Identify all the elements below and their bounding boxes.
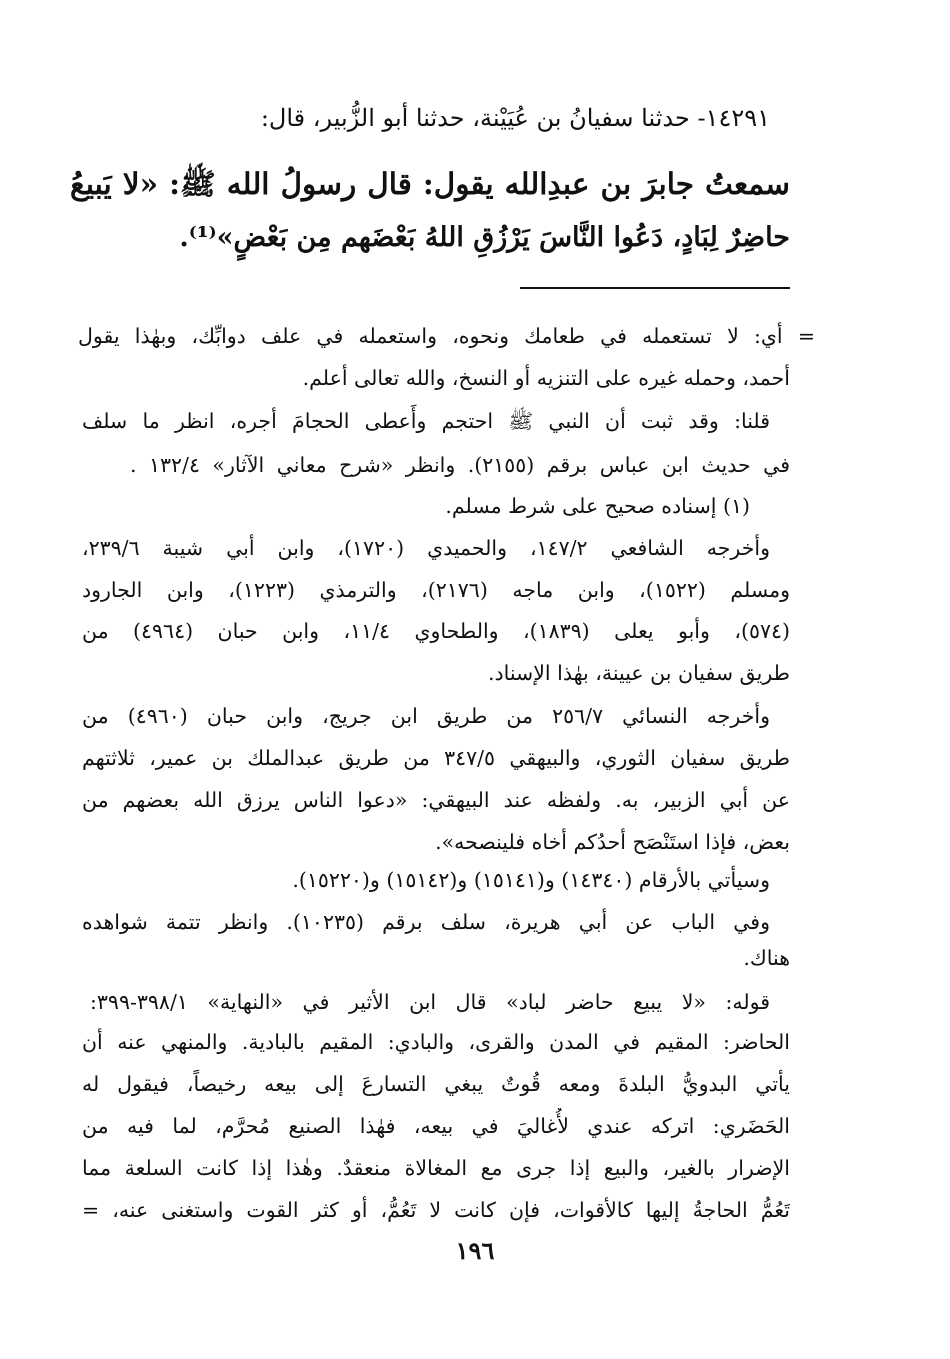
- footnote-line: قوله: «لا يبيع حاضر لباد» قال ابن الأثير في «النهاية» ٣٩٨/١-٣٩٩:: [90, 990, 770, 1014]
- footnote-line: وأخرجه الشافعي ١٤٧/٢، والحميدي (١٧٢٠)، وابن أبي شيبة ٢٣٩/٦،: [82, 536, 770, 560]
- footnote-line: طريق سفيان الثوري، والبيهقي ٣٤٧/٥ من طريق عبدالملك بن عمير، ثلاثتهم: [82, 746, 790, 770]
- footnote-line: أحمد، وحمله غيره على التنزيه أو النسخ، والله تعالى أعلم.: [302, 366, 790, 390]
- hadith-line-2: سمعتُ جابرَ بن عبدِالله يقول: قال رسولُ الله ﷺ: «لا يَبيعُ: [70, 166, 790, 201]
- footnote-line: قلنا: وقد ثبت أن النبي ﷺ احتجم وأَعطى الحجامَ أجره، انظر ما سلف: [82, 409, 770, 433]
- footnote-line: يأتي البدويُّ البلدةَ ومعه قُوتٌ يبغي التسارعَ إلى بيعه رخيصاً، فيقول له: [82, 1072, 790, 1096]
- page-number: ١٩٦: [455, 1236, 495, 1265]
- footnote-heading: (١) إسناده صحيح على شرط مسلم.: [445, 494, 750, 518]
- footnote-line: وسيأتي بالأرقام (١٤٣٤٠) و(١٥١٤١) و(١٥١٤٢) و(١٥٢٢٠).: [292, 868, 770, 892]
- footnote-line: وأخرجه النسائي ٢٥٦/٧ من طريق ابن جريج، وابن حبان (٤٩٦٠) من: [82, 704, 770, 728]
- footnote-line: طريق سفيان بن عيينة، بهٰذا الإسناد.: [487, 661, 790, 685]
- footnote-line: الحَضَري: اتركه عندي لأُغاليَ في بيعه، فهٰذا الصنيع مُحرَّم، لما فيه من: [82, 1114, 790, 1138]
- footnote-line: هناك.: [743, 946, 790, 970]
- footnote-separator: [520, 287, 790, 289]
- hadith-line-3: حاضِرٌ لِبَادٍ، دَعُوا النَّاسَ يَرْزُقِ اللهُ بَعْضَهم مِن بَعْضٍ»⁽¹⁾.: [179, 222, 790, 253]
- footnote-line: = أي: لا تستعمله في طعامك ونحوه، واستعمله في علف دوابِّك، وبهٰذا يقول: [78, 324, 815, 348]
- footnote-line: تَعُمُّ الحاجةُ إليها كالأقوات، فإن كانت لا تَعُمُّ، أو كثر القوت واستغنى عنه، =: [82, 1198, 790, 1222]
- footnote-line: ومسلم (١٥٢٢)، وابن ماجه (٢١٧٦)، والترمذي (١٢٢٣)، وابن الجارود: [82, 578, 790, 602]
- footnote-line: (٥٧٤)، وأبو يعلى (١٨٣٩)، والطحاوي ١١/٤، وابن حبان (٤٩٦٤) من: [82, 619, 790, 643]
- hadith-line-1: ١٤٢٩١- حدثنا سفيانُ بن عُيَيْنة، حدثنا أبو الزُّبير، قال:: [260, 104, 770, 132]
- footnote-line: الإضرار بالغير، والبيع إذا جرى مع المغالاة منعقدٌ. وهٰذا إذا كانت السلعة مما: [82, 1156, 790, 1180]
- footnote-line: الحاضر: المقيم في المدن والقرى، والبادي: المقيم بالبادية. والمنهي عنه أن: [82, 1030, 790, 1054]
- footnote-line: عن أبي الزبير، به. ولفظه عند البيهقي: «دعوا الناس يرزق الله بعضهم من: [82, 788, 790, 812]
- footnote-line: وفي الباب عن أبي هريرة، سلف برقم (١٠٢٣٥). وانظر تتمة شواهده: [82, 910, 770, 934]
- footnote-line: في حديث ابن عباس برقم (٢١٥٥). وانظر «شرح معاني الآثار» ١٣٢/٤ .: [130, 453, 790, 477]
- footnote-line: بعض، فإذا استَنْصَح أحدُكم أخاه فلينصحه».: [435, 830, 790, 854]
